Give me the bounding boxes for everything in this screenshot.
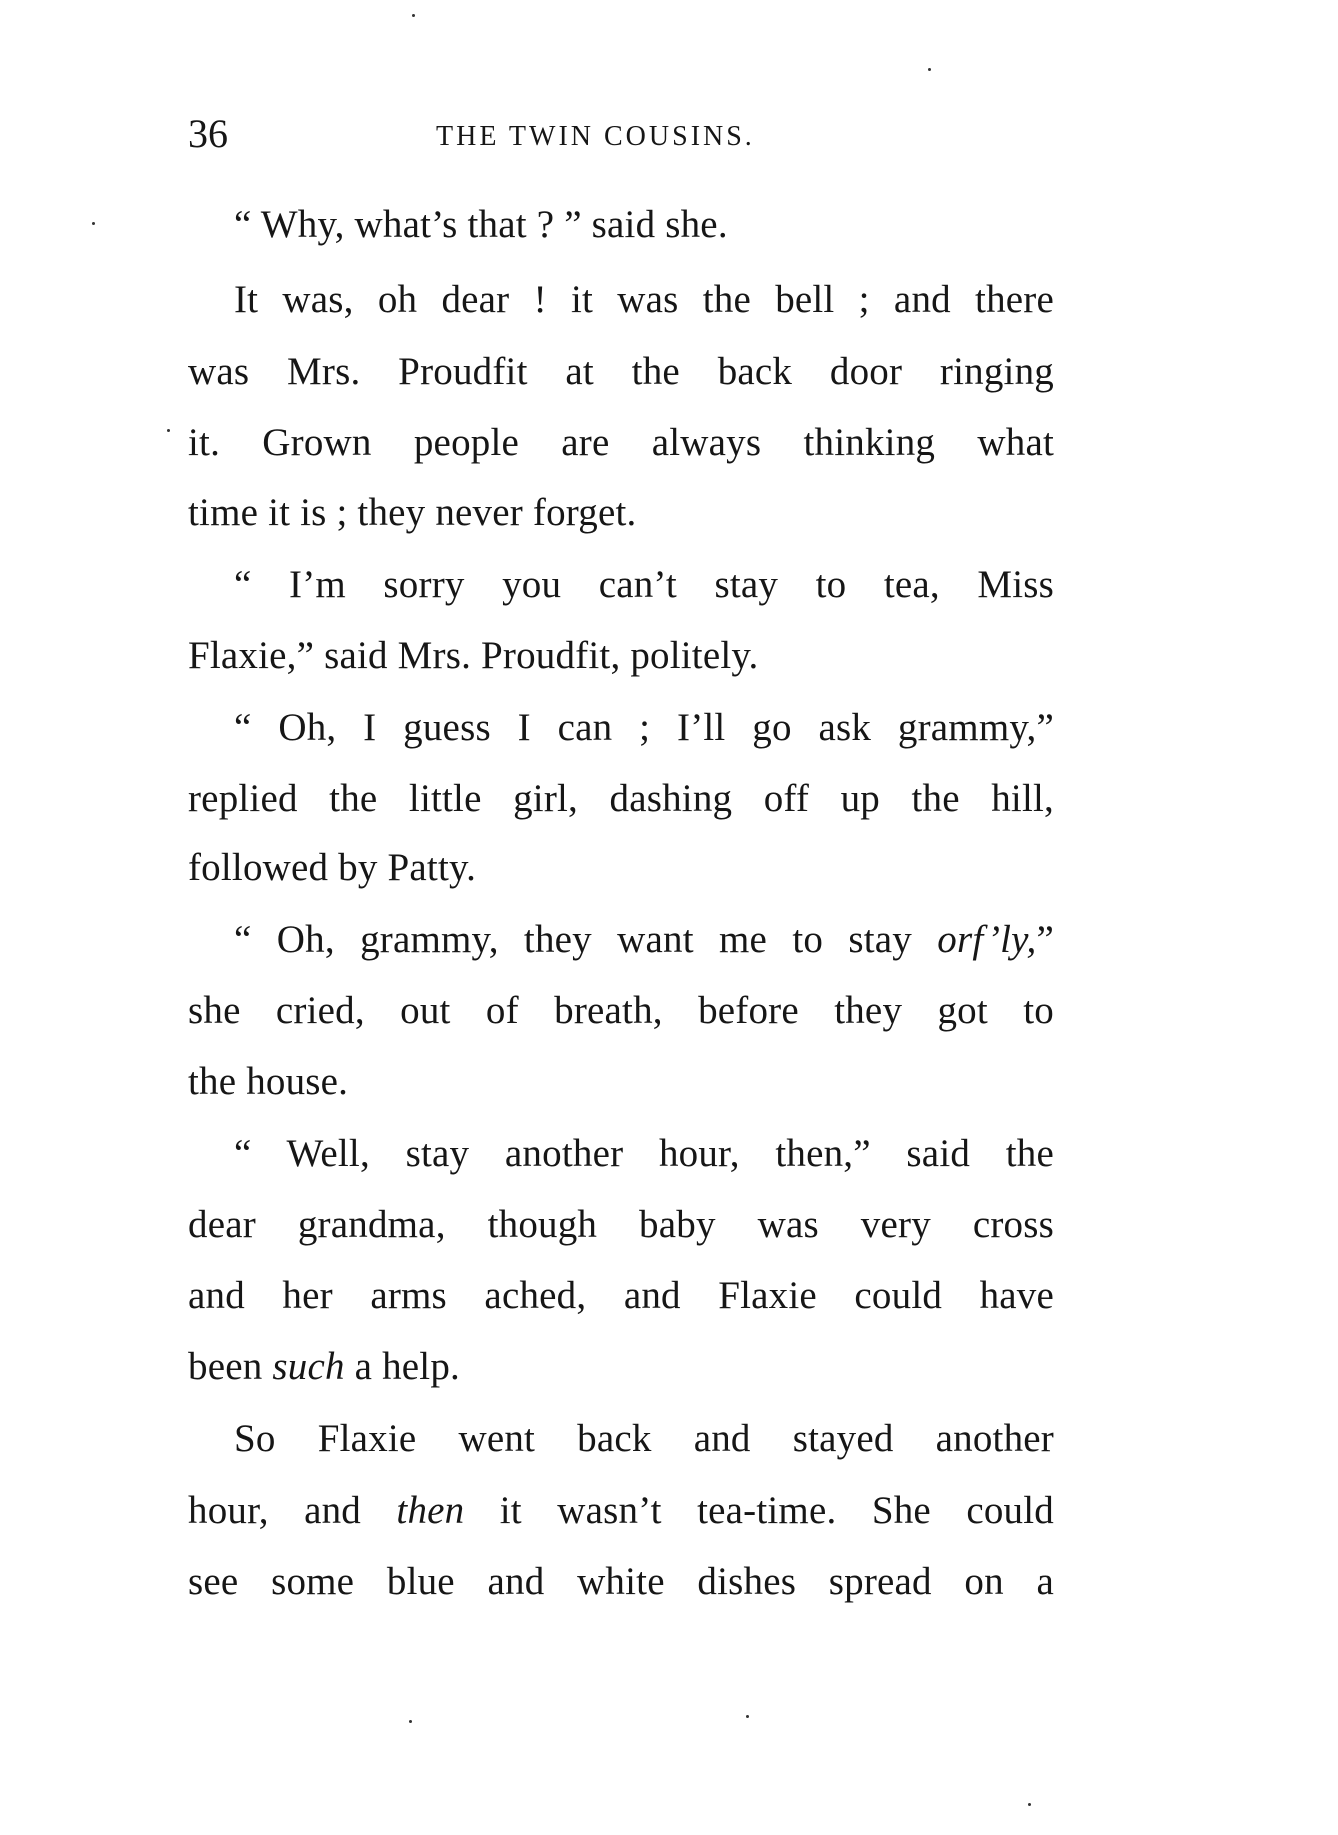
- page-header: [188, 104, 1058, 164]
- text-line: “ Well, stay another hour, then,” said the: [234, 1132, 1054, 1175]
- running-head: THE TWIN COUSINS.: [436, 121, 755, 152]
- text-line: was Mrs. Proudfit at the back door ringing: [188, 350, 1054, 393]
- text-line: So Flaxie went back and stayed another: [234, 1417, 1054, 1460]
- scan-speck: [412, 14, 415, 17]
- text-line: it. Grown people are always thinking what: [188, 421, 1054, 464]
- text-line: “ Why, what’s that ? ” said she.: [234, 203, 728, 246]
- scan-speck: [167, 429, 170, 432]
- italic-text-run: such: [272, 1345, 345, 1388]
- text-line: replied the little girl, dashing off up the hill,: [188, 777, 1054, 820]
- text-line: [188, 1335, 1054, 1399]
- text-line: she cried, out of breath, before they got to: [188, 989, 1054, 1032]
- text-run: been: [188, 1345, 273, 1388]
- italic-text-run: then: [396, 1489, 465, 1532]
- text-run: hour, and: [188, 1489, 397, 1532]
- text-line: [188, 1479, 1054, 1543]
- text-line: the house.: [188, 1060, 349, 1103]
- scan-speck: [1028, 1803, 1031, 1806]
- scan-speck: [746, 1715, 749, 1718]
- text-line: Flaxie,” said Mrs. Proudfit, politely.: [188, 634, 759, 677]
- text-run: “ Oh, grammy, they want me to stay: [234, 918, 938, 961]
- text-run: it wasn’t tea-time. She could: [464, 1489, 1054, 1532]
- text-line: and her arms ached, and Flaxie could have: [188, 1274, 1054, 1317]
- text-line: time it is ; they never forget.: [188, 491, 637, 534]
- text-line: It was, oh dear ! it was the bell ; and there: [234, 278, 1054, 321]
- page-number: 36: [188, 111, 228, 156]
- text-line: see some blue and white dishes spread on a: [188, 1560, 1054, 1603]
- text-line: dear grandma, though baby was very cross: [188, 1203, 1054, 1246]
- text-run: ”: [1036, 918, 1054, 961]
- text-line: [234, 908, 1054, 972]
- scan-speck: [928, 68, 931, 71]
- scan-speck: [92, 222, 95, 225]
- scan-speck: [409, 1720, 412, 1723]
- text-line: “ I’m sorry you can’t stay to tea, Miss: [234, 563, 1054, 606]
- italic-text-run: orf’ly,: [937, 918, 1037, 961]
- text-run: a help.: [344, 1345, 460, 1388]
- text-line: “ Oh, I guess I can ; I’ll go ask grammy,”: [234, 706, 1054, 749]
- text-line: followed by Patty.: [188, 846, 477, 889]
